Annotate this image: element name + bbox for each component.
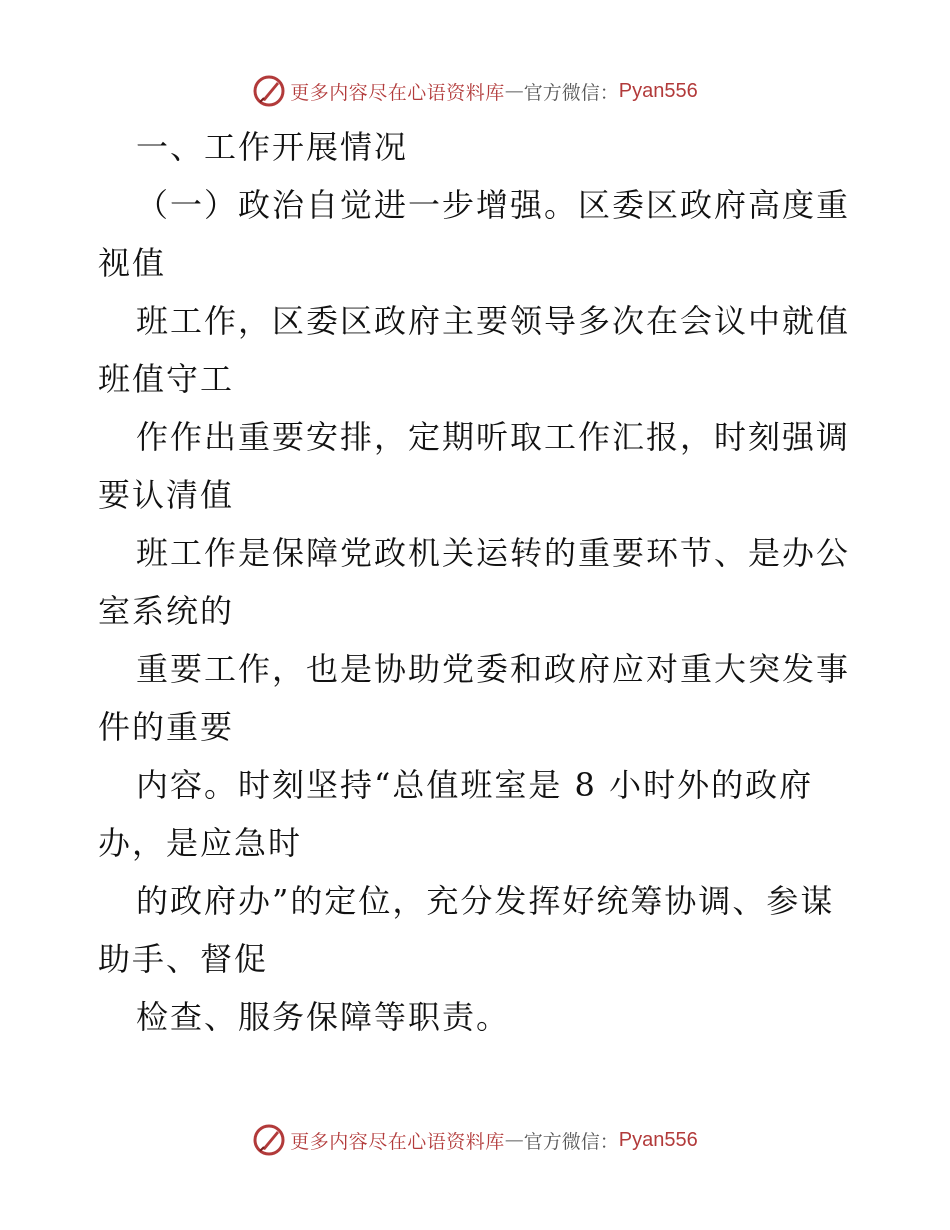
- section-heading: 一、工作开展情况: [136, 128, 409, 166]
- banner-separator: —: [504, 1129, 524, 1151]
- paragraph-line: 班工作是保障党政机关运转的重要环节、是办公: [136, 534, 851, 572]
- paragraph-line: 视值: [98, 244, 167, 282]
- quill-logo-icon: [252, 74, 286, 108]
- header-banner: [0, 71, 950, 111]
- paragraph-line: 班工作，区委区政府主要领导多次在会议中就值: [136, 302, 851, 340]
- paragraph-line: （一）政治自觉进一步增强。区委区政府高度重: [136, 186, 851, 224]
- wechat-label: 官方微信：: [523, 81, 619, 104]
- quill-logo-icon: [252, 1123, 286, 1157]
- paragraph-line: 要认清值: [98, 476, 235, 514]
- paragraph-line: 内容。时刻坚持“总值班室是 8 小时外的政府: [136, 766, 814, 804]
- wechat-label: 官方微信：: [523, 1130, 619, 1153]
- paragraph-line: 班值守工: [98, 360, 235, 398]
- paragraph-line: 室系统的: [98, 592, 235, 630]
- paragraph-line: 助手、督促: [98, 940, 269, 978]
- banner-separator: —: [504, 80, 524, 102]
- paragraph-line: 检查、服务保障等职责。: [136, 998, 511, 1036]
- wechat-id: Pyan556: [618, 79, 698, 102]
- wechat-id: Pyan556: [618, 1128, 698, 1151]
- paragraph-line: 作作出重要安排，定期听取工作汇报，时刻强调: [136, 418, 851, 456]
- paragraph-line: 的政府办”的定位，充分发挥好统筹协调、参谋: [136, 882, 835, 920]
- paragraph-line: 件的重要: [98, 708, 235, 746]
- document-body: [98, 118, 858, 1046]
- banner-text: 更多内容尽在心语资料库: [290, 81, 505, 104]
- paragraph-line: 重要工作，也是协助党委和政府应对重大突发事: [136, 650, 851, 688]
- banner-text: 更多内容尽在心语资料库: [290, 1130, 505, 1153]
- paragraph-line: 办，是应急时: [98, 824, 303, 862]
- footer-banner: [0, 1120, 950, 1160]
